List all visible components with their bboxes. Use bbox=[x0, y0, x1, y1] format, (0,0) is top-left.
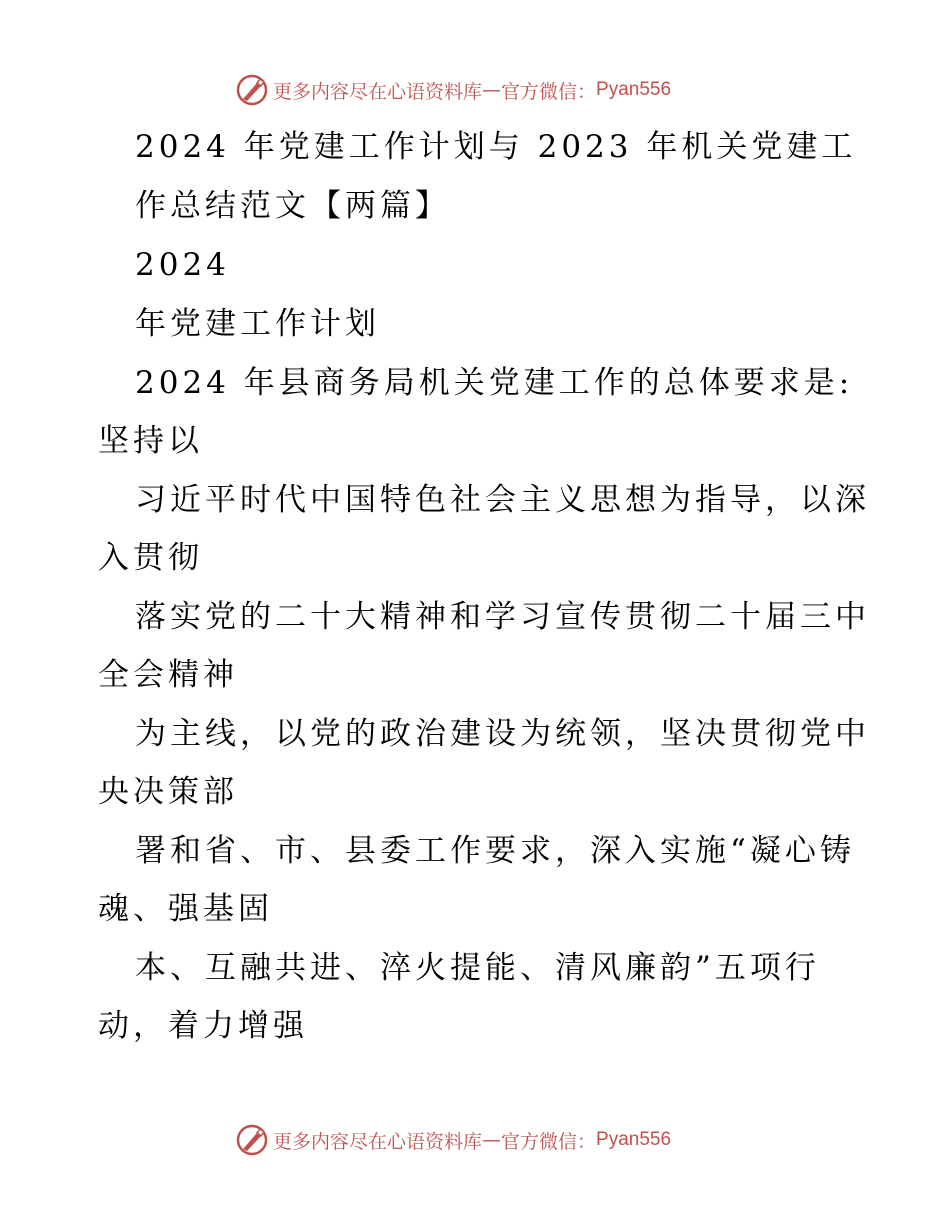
paragraph-line: 署和省、市、县委工作要求，深入实施“凝心铸 bbox=[135, 833, 855, 869]
paragraph-line: 本、互融共进、淬火提能、清风廉韵”五项行 bbox=[135, 950, 820, 986]
paragraph-line: 落实党的二十大精神和学习宣传贯彻二十届三中 bbox=[135, 599, 870, 635]
subtitle-heading: 年党建工作计划 bbox=[135, 306, 380, 342]
watermark-handle: Pyan556 bbox=[596, 79, 672, 100]
pen-logo-icon bbox=[235, 73, 269, 107]
watermark-label: 官方微信： bbox=[501, 1130, 597, 1153]
title-line-1: 2024 年党建工作计划与 2023 年机关党建工 bbox=[135, 129, 857, 165]
paragraph-line: 入贯彻 bbox=[98, 540, 203, 576]
paragraph-line: 央决策部 bbox=[98, 774, 238, 810]
pen-logo-icon bbox=[235, 1123, 269, 1157]
paragraph-line: 为主线，以党的政治建设为统领，坚决贯彻党中 bbox=[135, 716, 870, 752]
paragraph-line: 习近平时代中国特色社会主义思想为指导，以深 bbox=[135, 482, 870, 518]
watermark-handle: Pyan556 bbox=[596, 1129, 672, 1150]
watermark-text: 更多内容尽在心语资料库 bbox=[273, 1130, 483, 1153]
subtitle-year: 2024 bbox=[135, 247, 230, 283]
watermark-label: 官方微信： bbox=[501, 80, 597, 103]
paragraph-line: 2024 年县商务局机关党建工作的总体要求是: bbox=[135, 365, 854, 401]
title-line-2: 作总结范文【两篇】 bbox=[135, 188, 450, 224]
watermark-separator: — bbox=[482, 1129, 502, 1151]
watermark-separator: — bbox=[482, 79, 502, 101]
footer-watermark bbox=[235, 1122, 671, 1158]
paragraph-line: 动，着力增强 bbox=[98, 1008, 308, 1044]
paragraph-line: 魂、强基固 bbox=[98, 891, 273, 927]
paragraph-line: 坚持以 bbox=[98, 423, 203, 459]
paragraph-line: 全会精神 bbox=[98, 657, 238, 693]
watermark-text: 更多内容尽在心语资料库 bbox=[273, 80, 483, 103]
header-watermark bbox=[235, 72, 671, 108]
